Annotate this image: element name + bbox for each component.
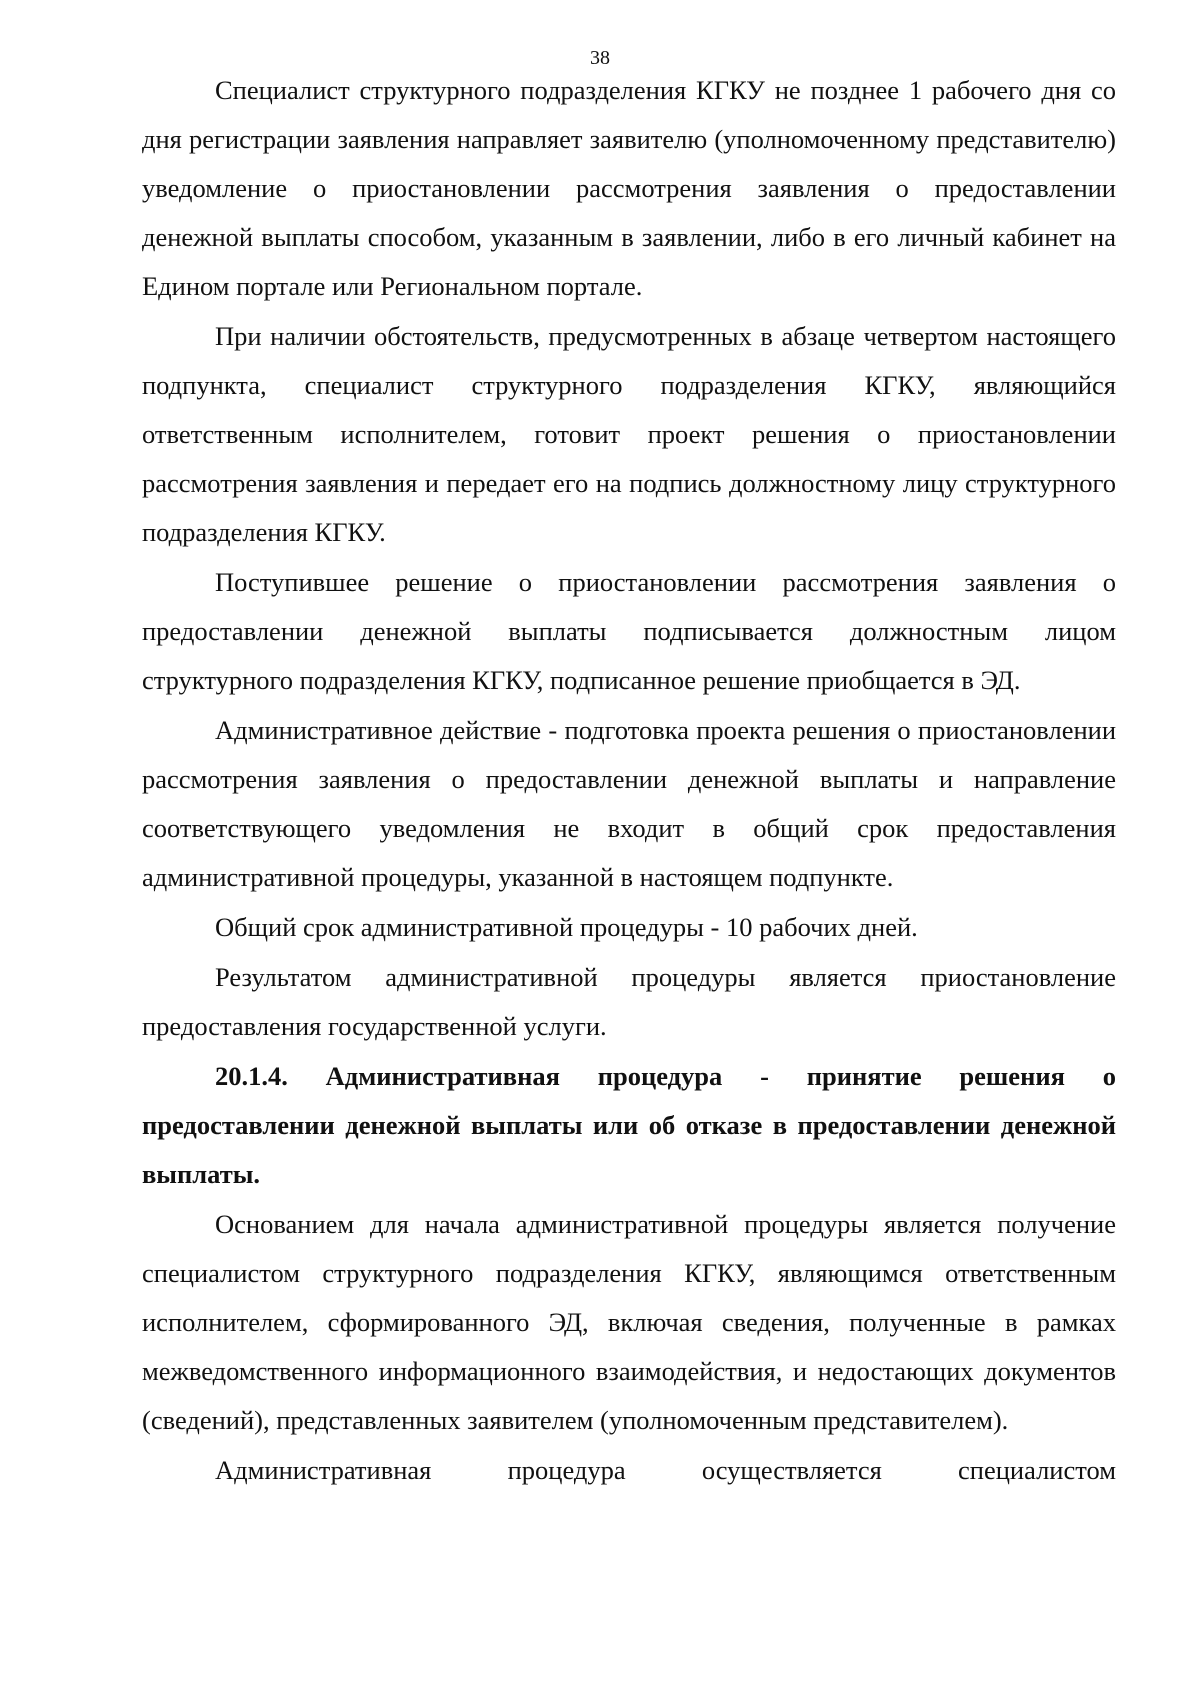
section-heading-20-1-4: 20.1.4. Административная процедура - принятие решения о предоставлении денежной выплаты или об отказе в предоставлении денежной выплаты. (142, 1061, 1116, 1189)
paragraph-notification: Специалист структурного подразделения КГКУ не позднее 1 рабочего дня со дня регистрации заявления направляет заявителю (уполномоченному представителю) уведомление о приостановлении рассмотрения заявления о предоставлении денежной выплаты способом, указанным в заявлении, либо в его личный кабинет на Едином портале или Региональном портале. (142, 75, 1116, 301)
paragraph-grounds: Основанием для начала административной процедуры является получение специалистом структурного подразделения КГКУ, являющимся ответственным исполнителем, сформированного ЭД, включая сведения, полученные в рамках межведомственного информационного взаимодействия, и недостающих документов (сведений), представленных заявителем (уполномоченным представителем). (142, 1209, 1116, 1435)
paragraph-circumstances: При наличии обстоятельств, предусмотренных в абзаце четвертом настоящего подпункта, специалист структурного подразделения КГКУ, являющийся ответственным исполнителем, готовит проект решения о приостановлении рассмотрения заявления и передает его на подпись должностному лицу структурного подразделения КГКУ. (142, 321, 1116, 547)
paragraph-procedure-performed: Административная процедура осуществляется специалистом (215, 1455, 1116, 1485)
document-body (142, 66, 1116, 1496)
paragraph-total-term: Общий срок административной процедуры - 10 рабочих дней. (215, 912, 918, 942)
paragraph-signed-decision: Поступившее решение о приостановлении рассмотрения заявления о предоставлении денежной выплаты подписывается должностным лицом структурного подразделения КГКУ, подписанное решение приобщается в ЭД. (142, 567, 1116, 695)
paragraph-result: Результатом административной процедуры является приостановление предоставления государственной услуги. (142, 962, 1116, 1041)
paragraph-administrative-action: Административное действие - подготовка проекта решения о приостановлении рассмотрения заявления о предоставлении денежной выплаты и направление соответствующего уведомления не входит в общий срок предоставления административной процедуры, указанной в настоящем подпункте. (142, 715, 1116, 892)
page-number: 38 (590, 47, 610, 69)
